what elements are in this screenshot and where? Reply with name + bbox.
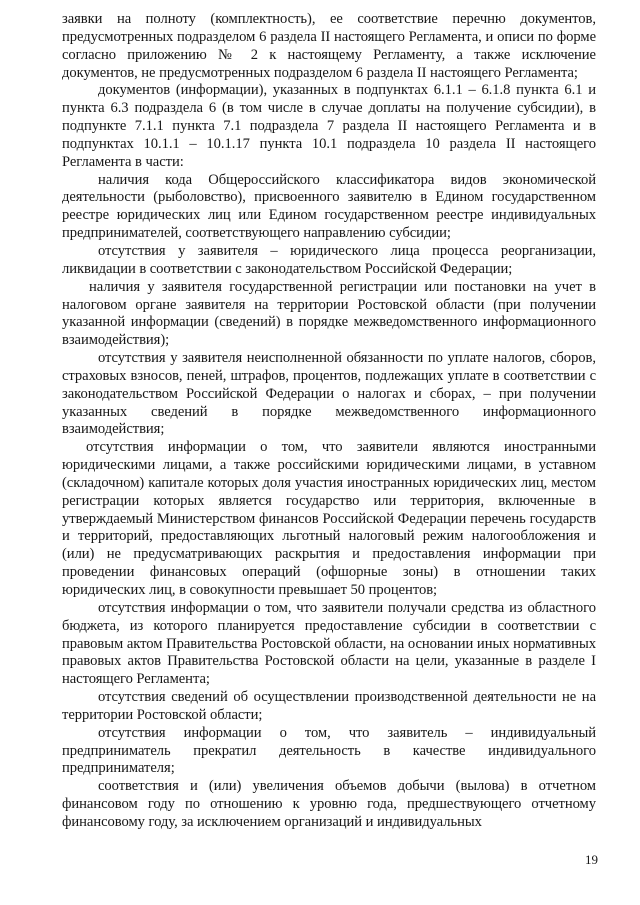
paragraph-production-in-region: отсутствия сведений об осуществлении производственной деятельности не на территории Ростовской области; [62,689,596,723]
paragraph-catch-volume: соответствия и (или) увеличения объемов добычи (вылова) в отчетном финансовом году по отношению к уровню года, предшествующего отчетному финансовому году, за исключением организаций и индивидуальных [62,778,596,830]
paragraph-no-reorganization: отсутствия у заявителя – юридического лица процесса реорганизации, ликвидации в соответствии с законодательством Российской Федерации; [62,242,596,277]
document-page [62,11,596,832]
paragraph-entrepreneur-active: отсутствия информации о том, что заявитель – индивидуальный предприниматель прекратил деятельность в качестве индивидуального предпринимателя; [62,724,596,777]
page-number: 19 [585,852,598,867]
paragraph-okved-code: наличия кода Общероссийского классификатора видов экономической деятельности (рыболовство), присвоенного заявителю в Едином государственном реестре юридических лиц или Едином государственном реестре индивидуальных предпринимателей, соответствующего направлению субсидии; [62,171,596,242]
paragraph-state-registration: наличия у заявителя государственной регистрации или постановки на учет в налоговом органе заявителя на территории Ростовской области (при получении указанной информации (сведений) в порядке межведомственного информационного взаимодействия); [62,278,596,349]
paragraph-application-completeness: заявки на полноту (комплектность), ее соответствие перечню документов, предусмотренных подразделом 6 раздела II настоящего Регламента, и описи по форме согласно приложению № 2 к настоящему Регламенту, а также исключение документов, не предусмотренных подразделом 6 раздела II настоящего Регламента; [62,11,596,81]
paragraph-documents-information: документов (информации), указанных в подпунктах 6.1.1 – 6.1.8 пункта 6.1 и пункта 6.3 подраздела 6 (в том числе в случае доплаты на получение субсидии), в подпункте 7.1.1 пункта 7.1 подраздела 7 раздела II настоящего Регламента и в подпунктах 10.1.1 – 10.1.17 пункта 10.1 подраздела 10 раздела II настоящего Регламента в части: [62,82,596,170]
paragraph-not-foreign-entity: отсутствия информации о том, что заявители являются иностранными юридическими лицами, а также российскими юридическими лицами, в уставном (складочном) капитале которых доля участия иностранных юридических лиц, местом регистрации которых является государство или территория, включенные в утверждаемый Министерством финансов Российской Федерации перечень государств и территорий, предоставляющих льготный налоговый режим налогообложения и (или) не предусматривающих раскрытия и предоставления информации при проведении финансовых операций (офшорные зоны) в отношении таких юридических лиц, в совокупности превышает 50 процентов; [62,439,596,598]
paragraph-no-tax-debt: отсутствия у заявителя неисполненной обязанности по уплате налогов, сборов, страховых взносов, пеней, штрафов, процентов, подлежащих уплате в соответствии с законодательством Российской Федерации о налогах и сборах, – при получении указанных сведений в порядке межведомственного информационного взаимодействия; [62,350,596,438]
paragraph-no-regional-funds: отсутствия информации о том, что заявители получали средства из областного бюджета, из которого планируется предоставление субсидии в соответствии с правовым актом Правительства Ростовской области, на основании иных нормативных правовых актов Правительства Ростовской области на цели, указанные в разделе I настоящего Регламента; [62,599,596,688]
